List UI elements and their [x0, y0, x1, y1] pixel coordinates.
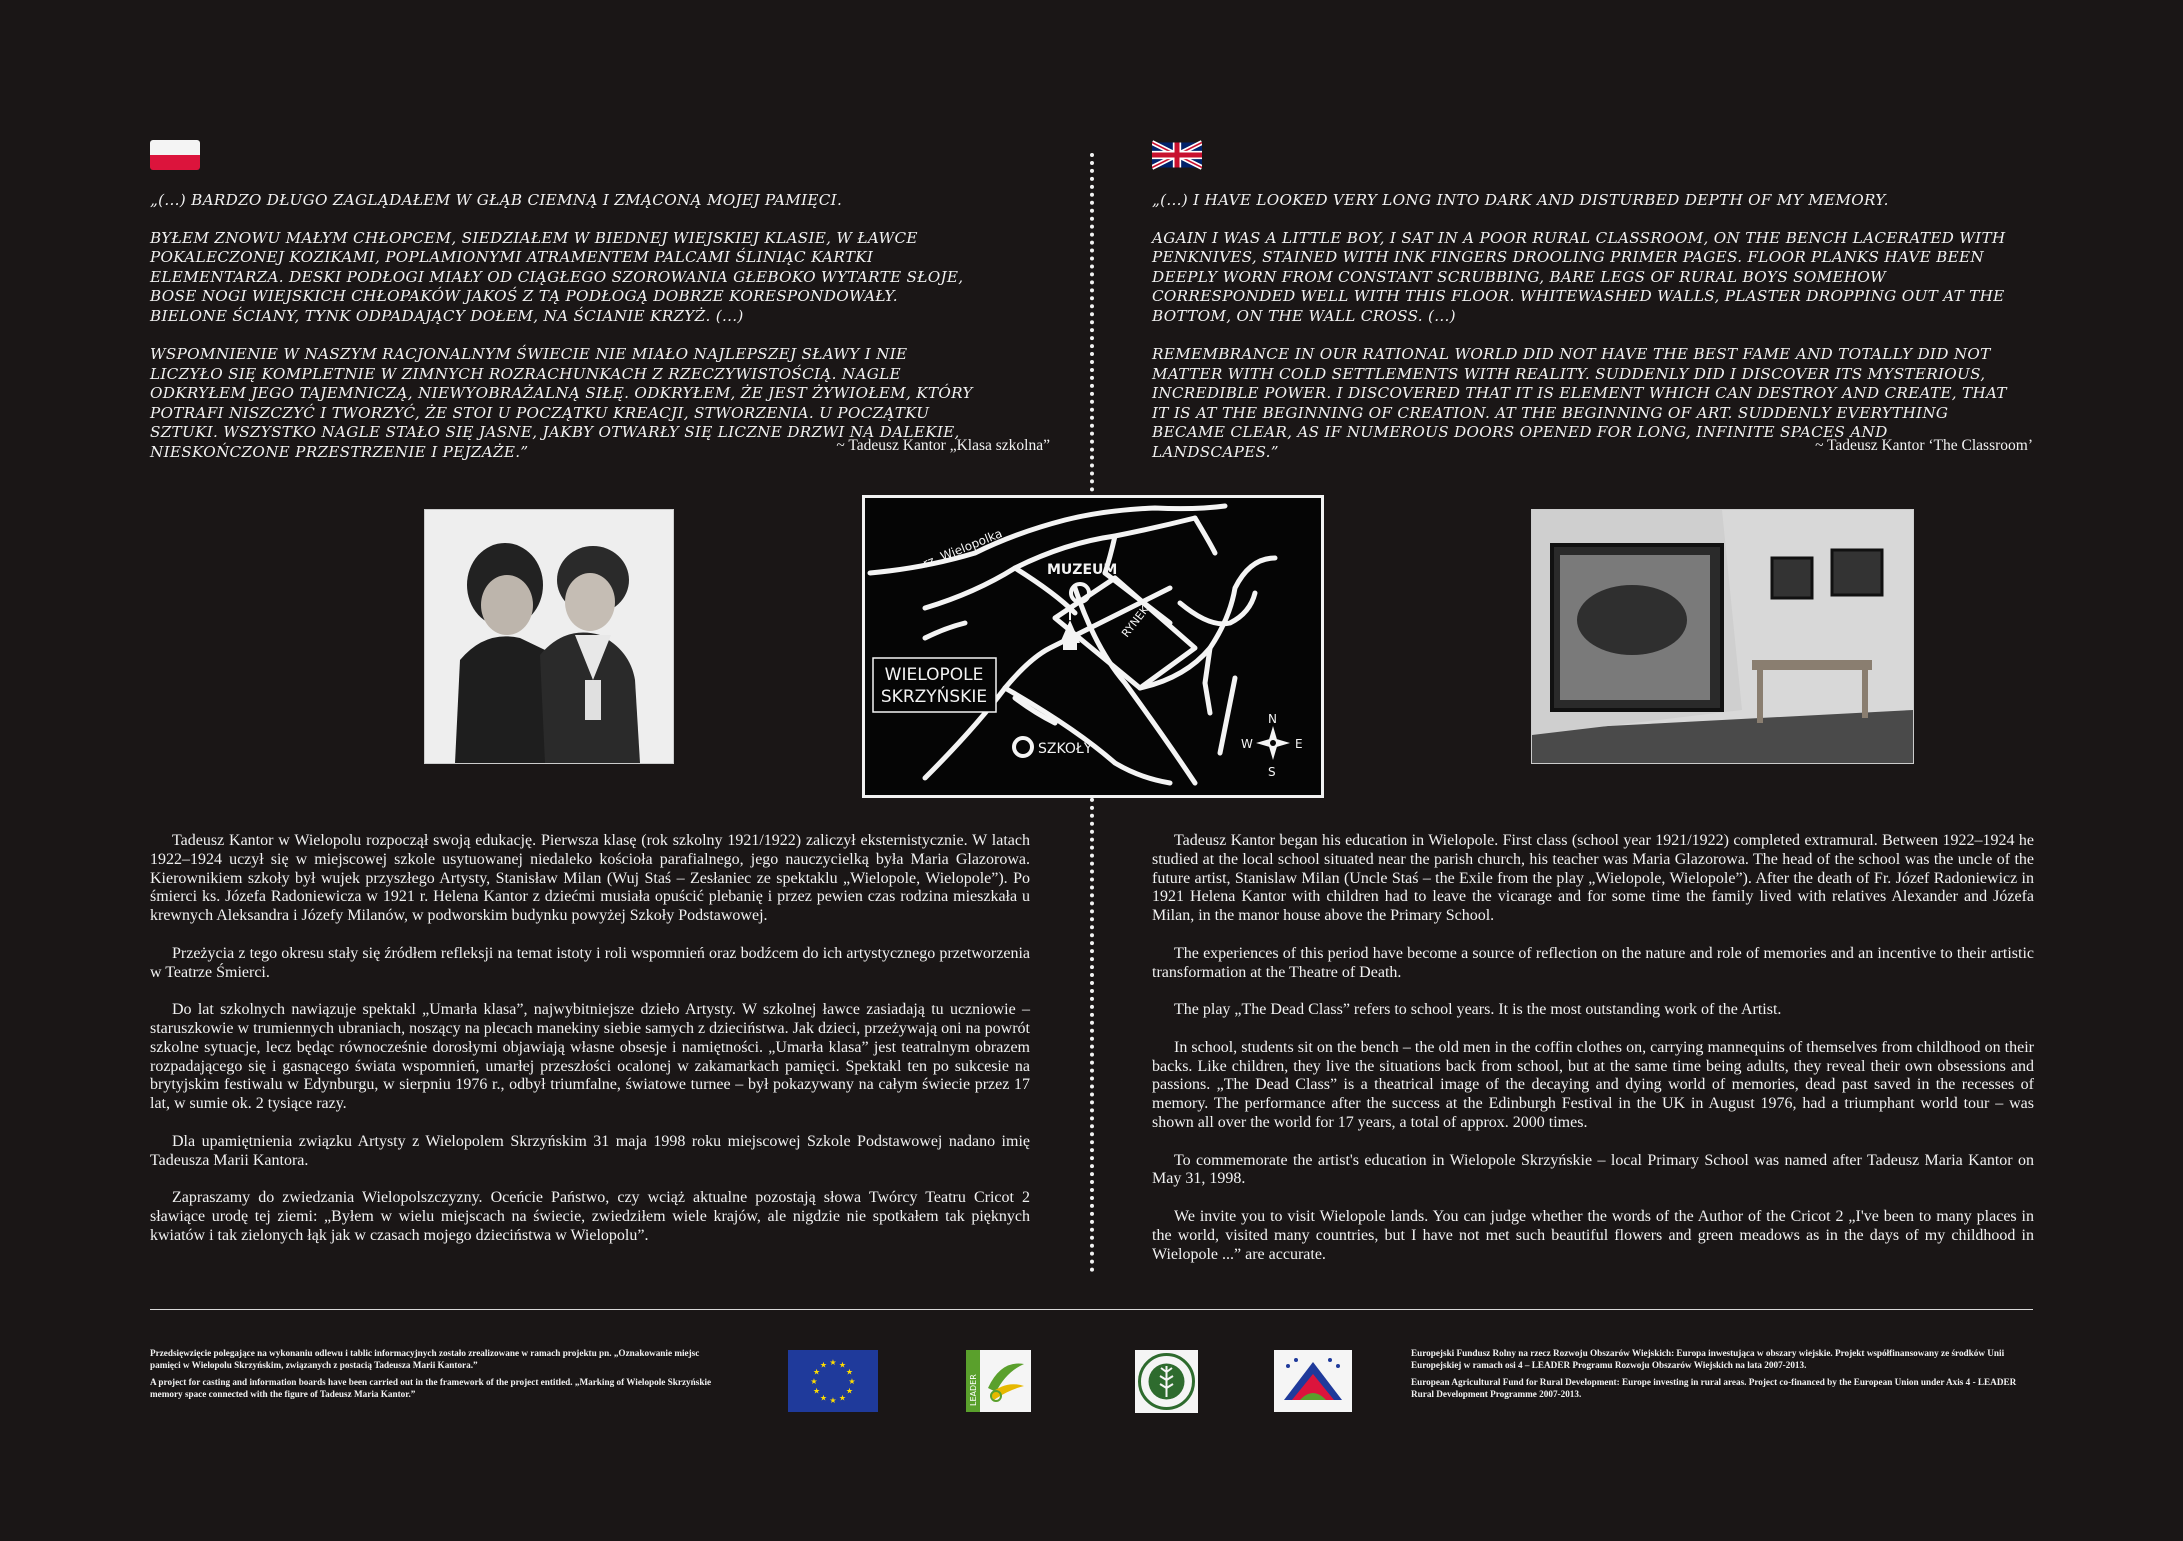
- footer-divider: [150, 1309, 2033, 1310]
- body-paragraph: The play „The Dead Class” refers to school years. It is the most outstanding work of the Artist.: [1174, 1001, 1782, 1019]
- english-quote-attribution: ~ Tadeusz Kantor ‘The Classroom’: [1815, 437, 2033, 454]
- footer-paragraph: Europejski Fundusz Rolny na rzecz Rozwoju Obszarów Wiejskich: Europa inwestująca w obszary wiejskie. Projekt współfinansowany ze środków Unii Europejskiej w ramach osi 4 – LEADER Programu Rozwoju Obszarów Wiejskich na lata 2007-2013.: [1411, 1348, 2005, 1370]
- map-label-square: RYNEK: [1119, 603, 1152, 640]
- english-body: [1152, 832, 2034, 1283]
- eu-star-icon: ★: [845, 1367, 854, 1377]
- polish-quote-attribution: ~ Tadeusz Kantor „Klasa szkolna”: [836, 437, 1050, 454]
- polish-body: [150, 832, 1030, 1264]
- eu-star-icon: ★: [819, 1393, 828, 1403]
- footer-paragraph: European Agricultural Fund for Rural Development: Europe investing in rural areas. Project co-financed by the European Union under Axis 4 - LEADER Rural Development Programme 2007-2013.: [1411, 1377, 2017, 1399]
- eu-star-icon: ★: [838, 1360, 847, 1370]
- footer-paragraph: A project for casting and information boards have been carried out in the framework of the project entitled. „Marking of Wielopole Skrzyńskie memory space connected with the figure of Tadeusz Maria Kantor.”: [150, 1377, 712, 1399]
- quote-paragraph: „(...) BARDZO DŁUGO ZAGLĄDAŁEM W GŁĄB CIEMNĄ I ZMĄCONĄ MOJEJ PAMIĘCI.: [150, 191, 843, 209]
- village-map: [862, 495, 1324, 798]
- map-label-museum: MUZEUM: [1047, 562, 1118, 578]
- footer-left-text: [150, 1348, 725, 1406]
- quote-paragraph: „(...) I HAVE LOOKED VERY LONG INTO DARK AND DISTURBED DEPTH OF MY MEMORY.: [1152, 191, 1889, 209]
- eu-star-icon: ★: [819, 1360, 828, 1370]
- body-paragraph: In school, students sit on the bench – the old men in the coffin clothes on, carrying mannequins of themselves from childhood on their backs. Like children, they live the situations back from school, but at the same time being adults, they reveal their own obsessions and passions. „The Dead Class” is a theatrical image of the decaying and dying world of memories, dead past saved in the recesses of memory. The performance after the success at the Edinburgh Festival in the UK in August 1976, had a triumphant world tour – was shown all over the world for 17 years, a total of approx. 2000 times.: [1152, 1038, 2034, 1131]
- compass-west: W: [1241, 737, 1253, 751]
- children-photo: [424, 509, 674, 764]
- compass-east: E: [1295, 737, 1303, 751]
- compass-south: S: [1268, 765, 1276, 779]
- map-label-schools: SZKOŁY: [1038, 741, 1093, 757]
- body-paragraph: The experiences of this period have become a source of reflection on the nature and role of memories and an incentive to their artistic transformation at the Theatre of Death.: [1152, 944, 2034, 981]
- leader-logo: [966, 1350, 1031, 1412]
- compass-icon: [1256, 726, 1290, 760]
- uk-flag-icon: [1152, 140, 1202, 170]
- map-label-town-line2: SKRZYŃSKIE: [880, 687, 988, 707]
- eu-star-icon: ★: [838, 1393, 847, 1403]
- quote-paragraph: WSPOMNIENIE W NASZYM RACJONALNYM ŚWIECIE NIE MIAŁO NAJLEPSZEJ SŁAWY I NIE LICZYŁO SIĘ KOMPLETNIE W ZIMNYCH ROZRACHUNKACH Z RZECZYWISTOŚCIĄ. NAGLE ODKRYŁEM JEGO TAJEMNICZĄ, NIEWYOBRAŻALNĄ SIŁĘ. ODKRYŁEM, ŻE JEST ŻYWIOŁEM, KTÓRY POTRAFI NISZCZYĆ I TWORZYĆ, ŻE STOI U POCZĄTKU KREACJI, STWORZENIA. U POCZĄTKU SZTUKI. WSZYSTKO NAGLE STAŁO SIĘ JASNE, JAKBY OTWARŁY SIĘ LICZNE DRZWI NA DALEKIE, NIESKOŃCZONE PRZESTRZENIE I PEJZAŻE.”: [150, 345, 973, 461]
- map-label-river: rz. Wielopolka: [920, 526, 1005, 571]
- classroom-photo: [1531, 509, 1914, 764]
- quote-paragraph: BYŁEM ZNOWU MAŁYM CHŁOPCEM, SIEDZIAŁEM W BIEDNEJ WIEJSKIEJ KLASIE, W ŁAWCE POKALECZONEJ KOZIKAMI, POPLAMIONYMI ATRAMENTEM PALCAMI ŚLINIĄC KARTKI ELEMENTARZA. DESKI PODŁOGI MIAŁY OD CIĄGŁEGO SZOROWANIA GŁEBOKO WYTARTE SŁOJE, BOSE NOGI WIEJSKICH CHŁOPAKÓW JAKOŚ Z TĄ PODŁOGĄ DOBRZE KORESPONDOWAŁY. BIELONE ŚCIANY, TYNK ODPADAJĄCY DOŁEM, NA ŚCIANIE KRZYŻ. (...): [150, 228, 964, 325]
- body-paragraph: Dla upamiętnienia związku Artysty z Wielopolem Skrzyńskim 31 maja 1998 roku miejscowej Szkole Podstawowej nadano imię Tadeusza Marii Kantora.: [150, 1132, 1030, 1169]
- eu-flag-logo: [788, 1350, 878, 1412]
- ministry-logo: [1135, 1350, 1198, 1413]
- quote-paragraph: AGAIN I WAS A LITTLE BOY, I SAT IN A POOR RURAL CLASSROOM, ON THE BENCH LACERATED WITH PENKNIVES, STAINED WITH INK FINGERS DROOLING PRIMER PAGES. FLOOR PLANKS HAVE BEEN DEEPLY WORN FROM CONSTANT SCRUBBING, BARE LEGS OF RURAL BOYS SOMEHOW CORRESPONDED WELL WITH THIS FLOOR. WHITEWASHED WALLS, PLASTER DROPPING OUT AT THE BOTTOM, ON THE WALL CROSS. (...): [1152, 228, 2006, 325]
- body-paragraph: Tadeusz Kantor w Wielopolu rozpoczął swoją edukację. Pierwsza klasę (rok szkolny 1921/1922) zaliczył eksternistycznie. W latach 1922–1924 uczył się w miejscowej szkole usytuowanej niedaleko kościoła parafialnego, jego nauczycielką była Maria Glazorowa. Kierownikiem szkoły był wujek przyszłego Artysty, Stanisław Milan (Wuj Staś – Zesłaniec ze spektaklu „Wielopole, Wielopole”). Po śmierci ks. Józefa Radoniewicza w 1921 r. Helena Kantor z dziećmi musiała opuścić plebanię i przez pewien czas rodzina mieszkała u krewnych Aleksandra i Józefy Milanów, w podworskim budynku powyżej Szkoły Podstawowej.: [150, 832, 1030, 925]
- eu-star-icon: ★: [845, 1386, 854, 1396]
- body-paragraph: Zapraszamy do zwiedzania Wielopolszczyzny. Oceńcie Państwo, czy wciąż aktualne pozostają słowa Twórcy Teatru Cricot 2 sławiące urodę tej ziemi: „Byłem w wielu miejscach na świecie, zwiedziłem wiele krajów, ale nigdzie nie spotkałem tak pięknych kwiatów i tak zielonych łąk jak w czasach mojego dzieciństwa w Wielopolu”.: [150, 1189, 1030, 1244]
- body-paragraph: We invite you to visit Wielopole lands. You can judge whether the words of the Author of the Cricot 2 „I've been to many places in the world, visited many countries, but I have not met such beautiful flowers and green meadows as in the days of my childhood in Wielopole ...” are accurate.: [1152, 1207, 2034, 1263]
- eu-star-icon: ★: [848, 1377, 856, 1386]
- eu-star-icon: ★: [812, 1386, 821, 1396]
- body-paragraph: Do lat szkolnych nawiązuje spektakl „Umarła klasa”, najwybitniejsze dzieło Artysty. W szkolnej ławce zasiadają tu uczniowie – staruszkowie w trumiennych ubraniach, noszący na plecach manekiny siebie samych z dzieciństwa. Jak dzieci, przeżywają oni na powrót szkolne sytuacje, lecz będąc równocześnie dorosłymi objawiają własne obsesje i namiętności. „Umarła klasa” jest teatralnym obrazem rozpadającego się i gasnącego świata wspomnień, umarłej przeszłości ocalonej w zakamarkach pamięci. Spektakl ten po sukcesie na brytyjskim festiwalu w Edynburgu, w sierpniu 1976 r., odbył triumfalne, światowe turnee – był pokazywany na całym świecie przez 17 lat, w sumie ok. 2 tysiące razy.: [150, 1001, 1030, 1113]
- eu-star-icon: ★: [812, 1367, 821, 1377]
- footer-paragraph: Przedsięwzięcie polegające na wykonaniu odlewu i tablic informacyjnych zostało zrealizowane w ramach projektu pn. „Oznakowanie miejsc pamięci w Wielopolu Skrzyńskim, związanych z postacią Tadeusza Marii Kantora.”: [150, 1348, 700, 1370]
- footer-right-text: [1411, 1348, 2034, 1406]
- compass-north: N: [1268, 712, 1277, 726]
- body-paragraph: To commemorate the artist's education in Wielopole Skrzyńskie – local Primary School was named after Tadeusz Maria Kantor on May 31, 1998.: [1152, 1151, 2034, 1188]
- polish-flag-icon: [150, 140, 200, 170]
- body-paragraph: Tadeusz Kantor began his education in Wielopole. First class (school year 1921/1922) completed extramural. Between 1922–1924 he studied at the local school situated near the parish church, his teacher was Maria Glazorowa. The head of the school was the uncle of the future artist, Stanislaw Milan (Uncle Staś – the Exile from the play „Wielopole, Wielopole”). After the death of Fr. Józef Radoniewicz in 1921 Helena Kantor with children had to leave the vicarage and for some time the family lived with relatives Alexander and Józefa Milan, in the manor house above the Primary School.: [1152, 832, 2034, 925]
- leader-label: LEADER: [969, 1374, 978, 1406]
- prow-logo: [1274, 1350, 1352, 1412]
- body-paragraph: Przeżycia z tego okresu stały się źródłem refleksji na temat istoty i roli wspomnień oraz bodźcem do ich artystycznego przetworzenia w Teatrze Śmierci.: [150, 944, 1030, 981]
- quote-paragraph: REMEMBRANCE IN OUR RATIONAL WORLD DID NOT HAVE THE BEST FAME AND TOTALLY DID NOT MATTER WITH COLD SETTLEMENTS WITH REALITY. SUDDENLY DID I DISCOVER ITS MYSTERIOUS, INCREDIBLE POWER. I DISCOVERED THAT IT IS ELEMENT WHICH CAN DESTROY AND CREATE, THAT IT IS AT THE BEGINNING OF CREATION. AT THE BEGINNING OF ART. SUDDENLY EVERYTHING BECAME CLEAR, AS IF NUMEROUS DOORS OPENED FOR LONG, INFINITE SPACES AND LANDSCAPES.”: [1152, 345, 2007, 461]
- eu-star-icon: ★: [829, 1396, 837, 1405]
- eu-star-icon: ★: [810, 1377, 818, 1386]
- eu-star-icon: ★: [829, 1358, 837, 1367]
- map-label-town-line1: WIELOPOLE: [884, 665, 984, 685]
